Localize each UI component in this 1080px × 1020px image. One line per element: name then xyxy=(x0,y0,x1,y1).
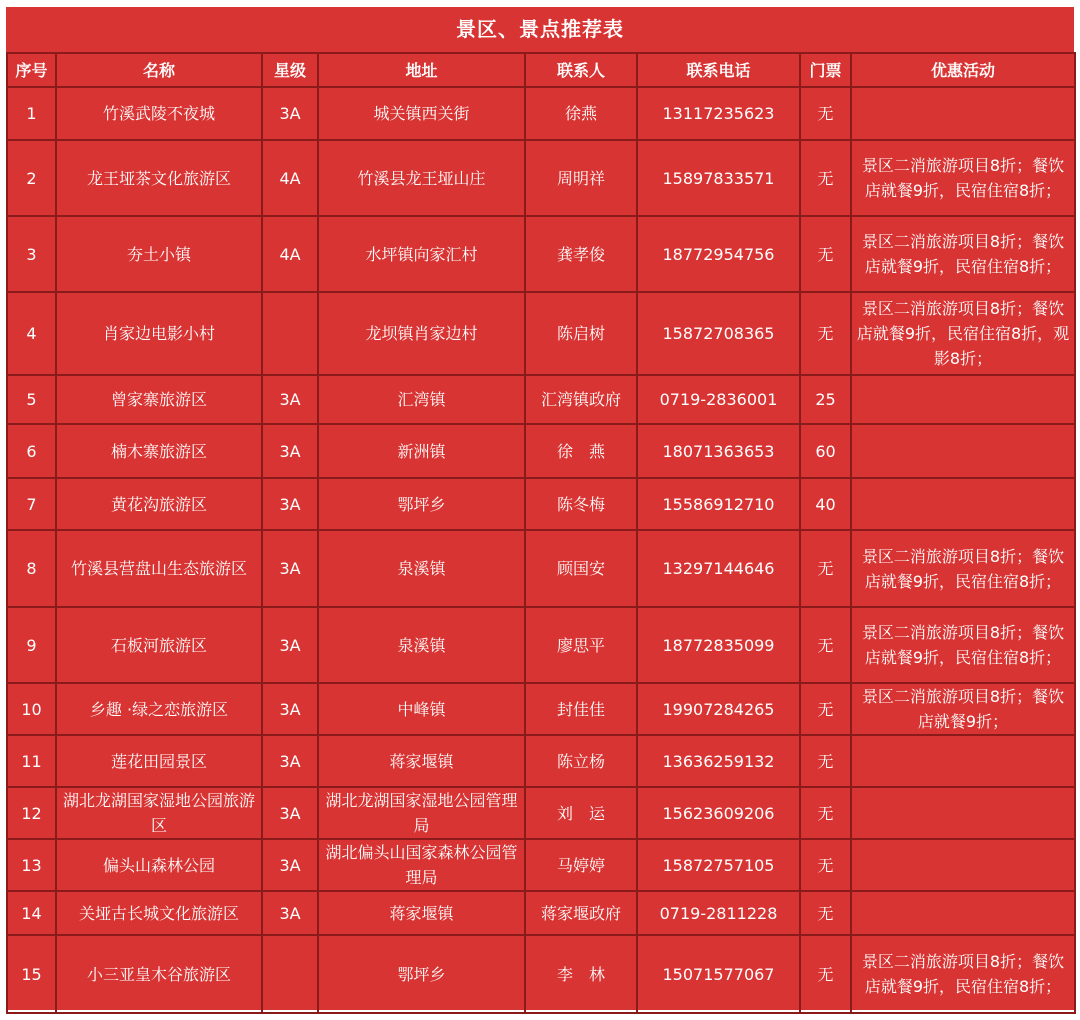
cell-contact: 李 林 xyxy=(525,935,637,1013)
cell-contact: 顾国安 xyxy=(525,530,637,607)
cell-phone: 15071577067 xyxy=(637,935,800,1013)
cell-promo xyxy=(851,87,1075,140)
cell-name: 竹溪武陵不夜城 xyxy=(56,87,262,140)
cell-address: 新洲镇 xyxy=(318,424,525,478)
cell-contact: 陈立杨 xyxy=(525,735,637,787)
cell-star: 3A xyxy=(262,683,318,735)
cell-contact: 刘 运 xyxy=(525,787,637,839)
cell-promo xyxy=(851,424,1075,478)
cell-ticket: 无 xyxy=(800,839,851,891)
cell-contact: 马婷婷 xyxy=(525,839,637,891)
cell-ticket: 无 xyxy=(800,735,851,787)
table-row xyxy=(7,891,1075,935)
cell-address: 鄂坪乡 xyxy=(318,478,525,530)
cell-address: 城关镇西关街 xyxy=(318,87,525,140)
table-row xyxy=(7,424,1075,478)
cell-index: 10 xyxy=(7,683,56,735)
cell-promo: 景区二消旅游项目8折；餐饮店就餐9折，民宿住宿8折； xyxy=(851,530,1075,607)
header-name: 名称 xyxy=(56,53,262,87)
cell-contact: 封佳佳 xyxy=(525,683,637,735)
cell-ticket: 无 xyxy=(800,216,851,292)
cell-phone: 13636259132 xyxy=(637,735,800,787)
cell-promo: 景区二消旅游项目8折；餐饮店就餐9折，民宿住宿8折； xyxy=(851,935,1075,1013)
cell-index: 15 xyxy=(7,935,56,1013)
cell-star: 3A xyxy=(262,891,318,935)
cell-promo xyxy=(851,787,1075,839)
cell-address: 龙坝镇肖家边村 xyxy=(318,292,525,375)
header-promo: 优惠活动 xyxy=(851,53,1075,87)
cell-star: 3A xyxy=(262,735,318,787)
header-address: 地址 xyxy=(318,53,525,87)
cell-phone: 15872757105 xyxy=(637,839,800,891)
cell-name: 偏头山森林公园 xyxy=(56,839,262,891)
cell-index: 3 xyxy=(7,216,56,292)
cell-ticket: 无 xyxy=(800,607,851,683)
cell-index: 13 xyxy=(7,839,56,891)
cell-contact: 廖思平 xyxy=(525,607,637,683)
cell-index: 12 xyxy=(7,787,56,839)
cell-address: 水坪镇向家汇村 xyxy=(318,216,525,292)
cell-promo: 景区二消旅游项目8折；餐饮店就餐9折，民宿住宿8折； xyxy=(851,216,1075,292)
cell-contact: 陈冬梅 xyxy=(525,478,637,530)
cell-index: 2 xyxy=(7,140,56,216)
cell-phone: 19907284265 xyxy=(637,683,800,735)
cell-ticket: 无 xyxy=(800,140,851,216)
header-star: 星级 xyxy=(262,53,318,87)
cell-promo xyxy=(851,478,1075,530)
cell-index: 6 xyxy=(7,424,56,478)
cell-star: 4A xyxy=(262,140,318,216)
cell-star: 3A xyxy=(262,478,318,530)
cell-phone: 15897833571 xyxy=(637,140,800,216)
cell-ticket: 40 xyxy=(800,478,851,530)
cell-phone: 15623609206 xyxy=(637,787,800,839)
cell-promo xyxy=(851,839,1075,891)
cell-name: 肖家边电影小村 xyxy=(56,292,262,375)
cell-ticket: 无 xyxy=(800,935,851,1013)
cell-promo xyxy=(851,891,1075,935)
cell-ticket: 无 xyxy=(800,683,851,735)
table-row xyxy=(7,839,1075,891)
table-row xyxy=(7,478,1075,530)
cell-name: 夯土小镇 xyxy=(56,216,262,292)
table-title: 景区、景点推荐表 xyxy=(456,17,624,41)
cell-name: 竹溪县营盘山生态旅游区 xyxy=(56,530,262,607)
cell-contact: 周明祥 xyxy=(525,140,637,216)
cell-star: 3A xyxy=(262,530,318,607)
cell-phone: 18071363653 xyxy=(637,424,800,478)
cell-star: 4A xyxy=(262,216,318,292)
table-row xyxy=(7,935,1075,1013)
cell-address: 蒋家堰镇 xyxy=(318,735,525,787)
cell-name: 莲花田园景区 xyxy=(56,735,262,787)
cell-contact: 徐燕 xyxy=(525,87,637,140)
cell-name: 曾家寨旅游区 xyxy=(56,375,262,424)
cell-contact: 龚孝俊 xyxy=(525,216,637,292)
cell-promo: 景区二消旅游项目8折；餐饮店就餐9折，民宿住宿8折，观影8折； xyxy=(851,292,1075,375)
cell-ticket: 无 xyxy=(800,891,851,935)
cell-phone: 18772835099 xyxy=(637,607,800,683)
cell-phone: 18772954756 xyxy=(637,216,800,292)
cell-index: 11 xyxy=(7,735,56,787)
header-row xyxy=(7,53,1075,87)
cell-address: 竹溪县龙王垭山庄 xyxy=(318,140,525,216)
table-row xyxy=(7,375,1075,424)
table-row xyxy=(7,216,1075,292)
cell-star xyxy=(262,292,318,375)
cell-name: 龙王垭茶文化旅游区 xyxy=(56,140,262,216)
cell-index: 8 xyxy=(7,530,56,607)
cell-star: 3A xyxy=(262,424,318,478)
cell-index: 5 xyxy=(7,375,56,424)
cell-index: 9 xyxy=(7,607,56,683)
cell-ticket: 60 xyxy=(800,424,851,478)
cell-address: 泉溪镇 xyxy=(318,530,525,607)
cell-promo: 景区二消旅游项目8折；餐饮店就餐9折； xyxy=(851,683,1075,735)
cell-contact: 汇湾镇政府 xyxy=(525,375,637,424)
cell-name: 小三亚皇木谷旅游区 xyxy=(56,935,262,1013)
cell-phone: 13297144646 xyxy=(637,530,800,607)
cell-name: 楠木寨旅游区 xyxy=(56,424,262,478)
table-row xyxy=(7,735,1075,787)
cell-contact: 陈启树 xyxy=(525,292,637,375)
cell-star: 3A xyxy=(262,787,318,839)
cell-name: 湖北龙湖国家湿地公园旅游区 xyxy=(56,787,262,839)
cell-ticket: 无 xyxy=(800,87,851,140)
cell-name: 石板河旅游区 xyxy=(56,607,262,683)
cell-address: 鄂坪乡 xyxy=(318,935,525,1013)
cell-phone: 0719-2836001 xyxy=(637,375,800,424)
cell-address: 中峰镇 xyxy=(318,683,525,735)
cell-star: 3A xyxy=(262,87,318,140)
scenic-spot-table xyxy=(6,52,1076,1014)
cell-contact: 徐 燕 xyxy=(525,424,637,478)
cell-address: 湖北偏头山国家森林公园管理局 xyxy=(318,839,525,891)
cell-star: 3A xyxy=(262,375,318,424)
cell-index: 14 xyxy=(7,891,56,935)
header-ticket: 门票 xyxy=(800,53,851,87)
cell-index: 7 xyxy=(7,478,56,530)
cell-contact: 蒋家堰政府 xyxy=(525,891,637,935)
recommendation-sheet xyxy=(6,7,1074,1010)
cell-phone: 0719-2811228 xyxy=(637,891,800,935)
cell-phone: 13117235623 xyxy=(637,87,800,140)
cell-index: 1 xyxy=(7,87,56,140)
table-row xyxy=(7,683,1075,735)
cell-name: 关垭古长城文化旅游区 xyxy=(56,891,262,935)
header-contact: 联系人 xyxy=(525,53,637,87)
cell-index: 4 xyxy=(7,292,56,375)
cell-promo xyxy=(851,735,1075,787)
cell-address: 湖北龙湖国家湿地公园管理局 xyxy=(318,787,525,839)
cell-ticket: 无 xyxy=(800,292,851,375)
cell-address: 蒋家堰镇 xyxy=(318,891,525,935)
table-row xyxy=(7,530,1075,607)
table-row xyxy=(7,787,1075,839)
cell-star xyxy=(262,935,318,1013)
table-row xyxy=(7,292,1075,375)
cell-star: 3A xyxy=(262,839,318,891)
cell-ticket: 无 xyxy=(800,787,851,839)
table-row xyxy=(7,607,1075,683)
cell-promo xyxy=(851,375,1075,424)
cell-ticket: 无 xyxy=(800,530,851,607)
cell-star: 3A xyxy=(262,607,318,683)
table-row xyxy=(7,87,1075,140)
header-phone: 联系电话 xyxy=(637,53,800,87)
cell-promo: 景区二消旅游项目8折；餐饮店就餐9折，民宿住宿8折； xyxy=(851,607,1075,683)
table-row xyxy=(7,140,1075,216)
cell-address: 泉溪镇 xyxy=(318,607,525,683)
header-index: 序号 xyxy=(7,53,56,87)
cell-ticket: 25 xyxy=(800,375,851,424)
cell-promo: 景区二消旅游项目8折；餐饮店就餐9折，民宿住宿8折； xyxy=(851,140,1075,216)
cell-phone: 15586912710 xyxy=(637,478,800,530)
cell-phone: 15872708365 xyxy=(637,292,800,375)
cell-name: 黄花沟旅游区 xyxy=(56,478,262,530)
cell-name: 乡趣 ·绿之恋旅游区 xyxy=(56,683,262,735)
cell-address: 汇湾镇 xyxy=(318,375,525,424)
